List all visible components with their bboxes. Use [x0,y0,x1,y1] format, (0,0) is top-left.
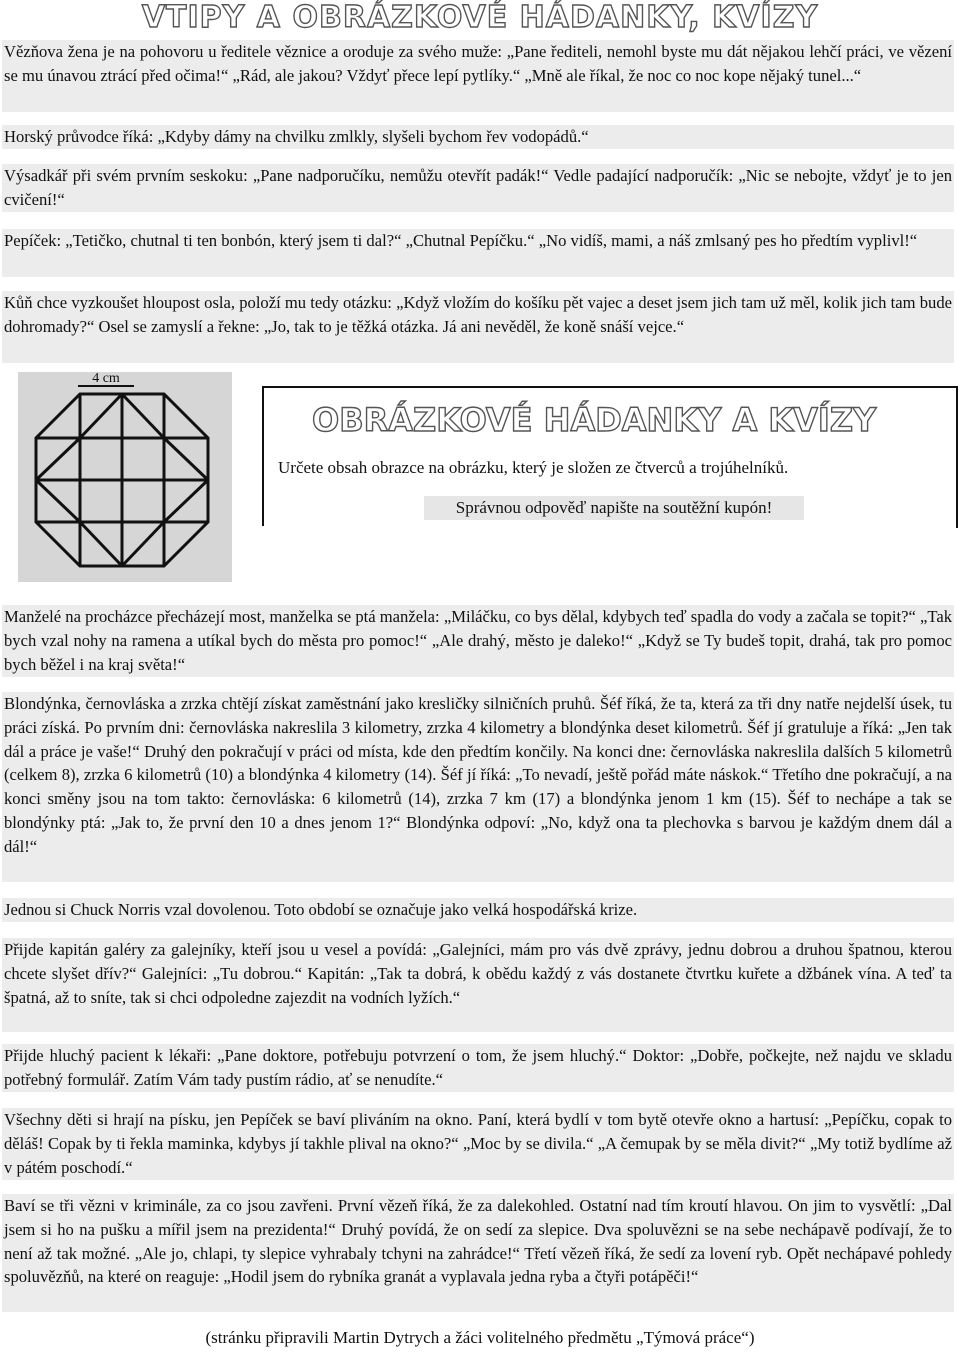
joke-paragraph: Blondýnka, černovláska a zrzka chtějí získat zaměstnání jako kresličky silničních pruhů. Šéf říká, že ta, která za tři dny natře nejdelší úsek, tu práci získá. Po prvním dni: černovláska nakreslila 3 kilometry, zrzka 4 kilometry a blondýnka deset kilometrů. Šéf jí gratuluje a říká: „Jen tak dál a práce je vaše!“ Druhý den pokračují v práci od místa, kde den předtím končily. Na konci dne: černovláska nakreslila dalších 5 kilometrů (celkem 8), zrzka 6 kilometrů (10) a blondýnka 4 kilometry (14). Šéf jí říká: „To nevadí, ještě pořád máte náskok.“ Třetího dne pokračují, a na konci směny jsou na tom takto: černovláska: 6 kilometrů (14), zrzka 7 km (17) a blondýnka jenom 1 km (15). Šéf to nechápe a tak se blondýnky ptá: „Jak to, že první den 10 a dnes jenom 1?“ Blondýnka odpoví: „No, když ona ta plechovka s barvou je každým dnem dál a dál!“ [2,692,954,882]
dimension-label: 4 cm [92,372,120,386]
octagon-grid-figure [18,372,232,582]
page-title: VTIPY A OBRÁZKOVÉ HÁDANKY, KVÍZY [141,0,819,35]
joke-paragraph: Manželé na procházce přecházejí most, manželka se ptá manžela: „Miláčku, co bys dělal, kdybych teď spadla do vody a začala se topit?“ „Tak bych vzal nohy na ramena a utíkal bych do města pro pomoc!“ „Ale drahý, město je daleko!“ „Když se Ty budeš topit, drahá, tak pro pomoc bych běžel i na kraj světa!“ [2,605,954,677]
joke-paragraph: Pepíček: „Tetičko, chutnal ti ten bonbón, který jsem ti dal?“ „Chutnal Pepíčku.“ „No vidíš, mami, a náš zmlsaný pes ho předtím vyplivl!“ [2,229,954,277]
quiz-call-to-action: Správnou odpověď napište na soutěžní kupón! [424,496,804,520]
octagon-shape [36,394,208,566]
quiz-heading: OBRÁZKOVÉ HÁDANKY A KVÍZY [312,401,877,439]
joke-paragraph: Horský průvodce říká: „Kdyby dámy na chvilku zmlkly, slyšeli bychom řev vodopádů.“ [2,125,954,149]
joke-paragraph: Baví se tři vězni v kriminále, za co jsou zavřeni. První vězeň říká, že za dalekohled. Ostatní nad tím kroutí hlavou. On jim to vysvětlí: „Dal jsem si ho na pušku a mířil jsem na prezidenta!“ Druhý povídá, že on sedí za slepice. Dva spoluvězni se na sebe nechápavě podívají, že to není až tak možné. „Ale jo, chlapi, ty slepice vyhrabaly tchyni na zahrádce!“ Třetí vězeň říká, že sedí za lovení ryb. Opět nechápavé pohledy spoluvězňů, na které on reaguje: „Hodil jsem do rybníka granát a vyplavala jedna ryba a čtyři potápěči!“ [2,1194,954,1312]
joke-paragraph: Přijde hluchý pacient k lékaři: „Pane doktore, potřebuju potvrzení o tom, že jsem hluchý.“ Doktor: „Dobře, počkejte, než najdu ve skladu potřebný formulář. Zatím Vám tady pustím rádio, ať se nenudíte.“ [2,1044,954,1092]
joke-paragraph: Jednou si Chuck Norris vzal dovolenou. Toto období se označuje jako velká hospodářská krize. [2,898,954,922]
joke-paragraph: Přijde kapitán galéry za galejníky, kteří jsou u vesel a povídá: „Galejníci, mám pro vás dvě zprávy, jednu dobrou a druhou špatnou, kterou chcete slyšet dřív?“ Galejníci: „Tu dobrou.“ Kapitán: „Tak ta dobrá, k obědu každý z vás dostanete čtvrtku kuřete a džbánek vína. A teď ta špatná, až to sníte, tak si chci odpoledne zajezdit na vodních lyžích.“ [2,938,954,1032]
joke-paragraph: Výsadkář při svém prvním seskoku: „Pane nadporučíku, nemůžu otevřít padák!“ Vedle padající nadporučík: „Nic se nebojte, vždyť je to jen cvičení!“ [2,164,954,212]
joke-paragraph: Všechny děti si hrají na písku, jen Pepíček se baví pliváním na okno. Paní, která bydlí v tom bytě otevře okno a hartusí: „Pepíčku, copak to děláš! Copak by ti řekla maminka, kdybys jí takhle plival na okno?“ „Moc by se divila.“ „A čemupak by se měla divit?“ „My totiž bydlíme až v pátém poschodí.“ [2,1108,954,1180]
joke-paragraph: Kůň chce vyzkoušet hloupost osla, položí mu tedy otázku: „Když vložím do košíku pět vajec a deset jsem jich tam už měl, kolik jich tam bude dohromady?“ Osel se zamyslí a řekne: „Jo, tak to je těžká otázka. Já ani nevěděl, že koně snáší vejce.“ [2,291,954,363]
page-credit: (stránku připravili Martin Dytrych a žáci volitelného předmětu „Týmová práce“) [205,1328,755,1347]
joke-paragraph: Vězňova žena je na pohovoru u ředitele věznice a oroduje za svého muže: „Pane řediteli, nemohl byste mu dát nějakou lehčí práci, ve vězení se mu únavou ztrácí před očima!“ „Rád, ale jakou? Vždyť přece lepí pytlíky.“ „Mně ale říkal, že noc co noc kope nějaký tunel...“ [2,40,954,112]
quiz-task: Určete obsah obrazce na obrázku, který je složen ze čtverců a trojúhelníků. [278,458,789,477]
puzzle-figure [18,372,232,582]
